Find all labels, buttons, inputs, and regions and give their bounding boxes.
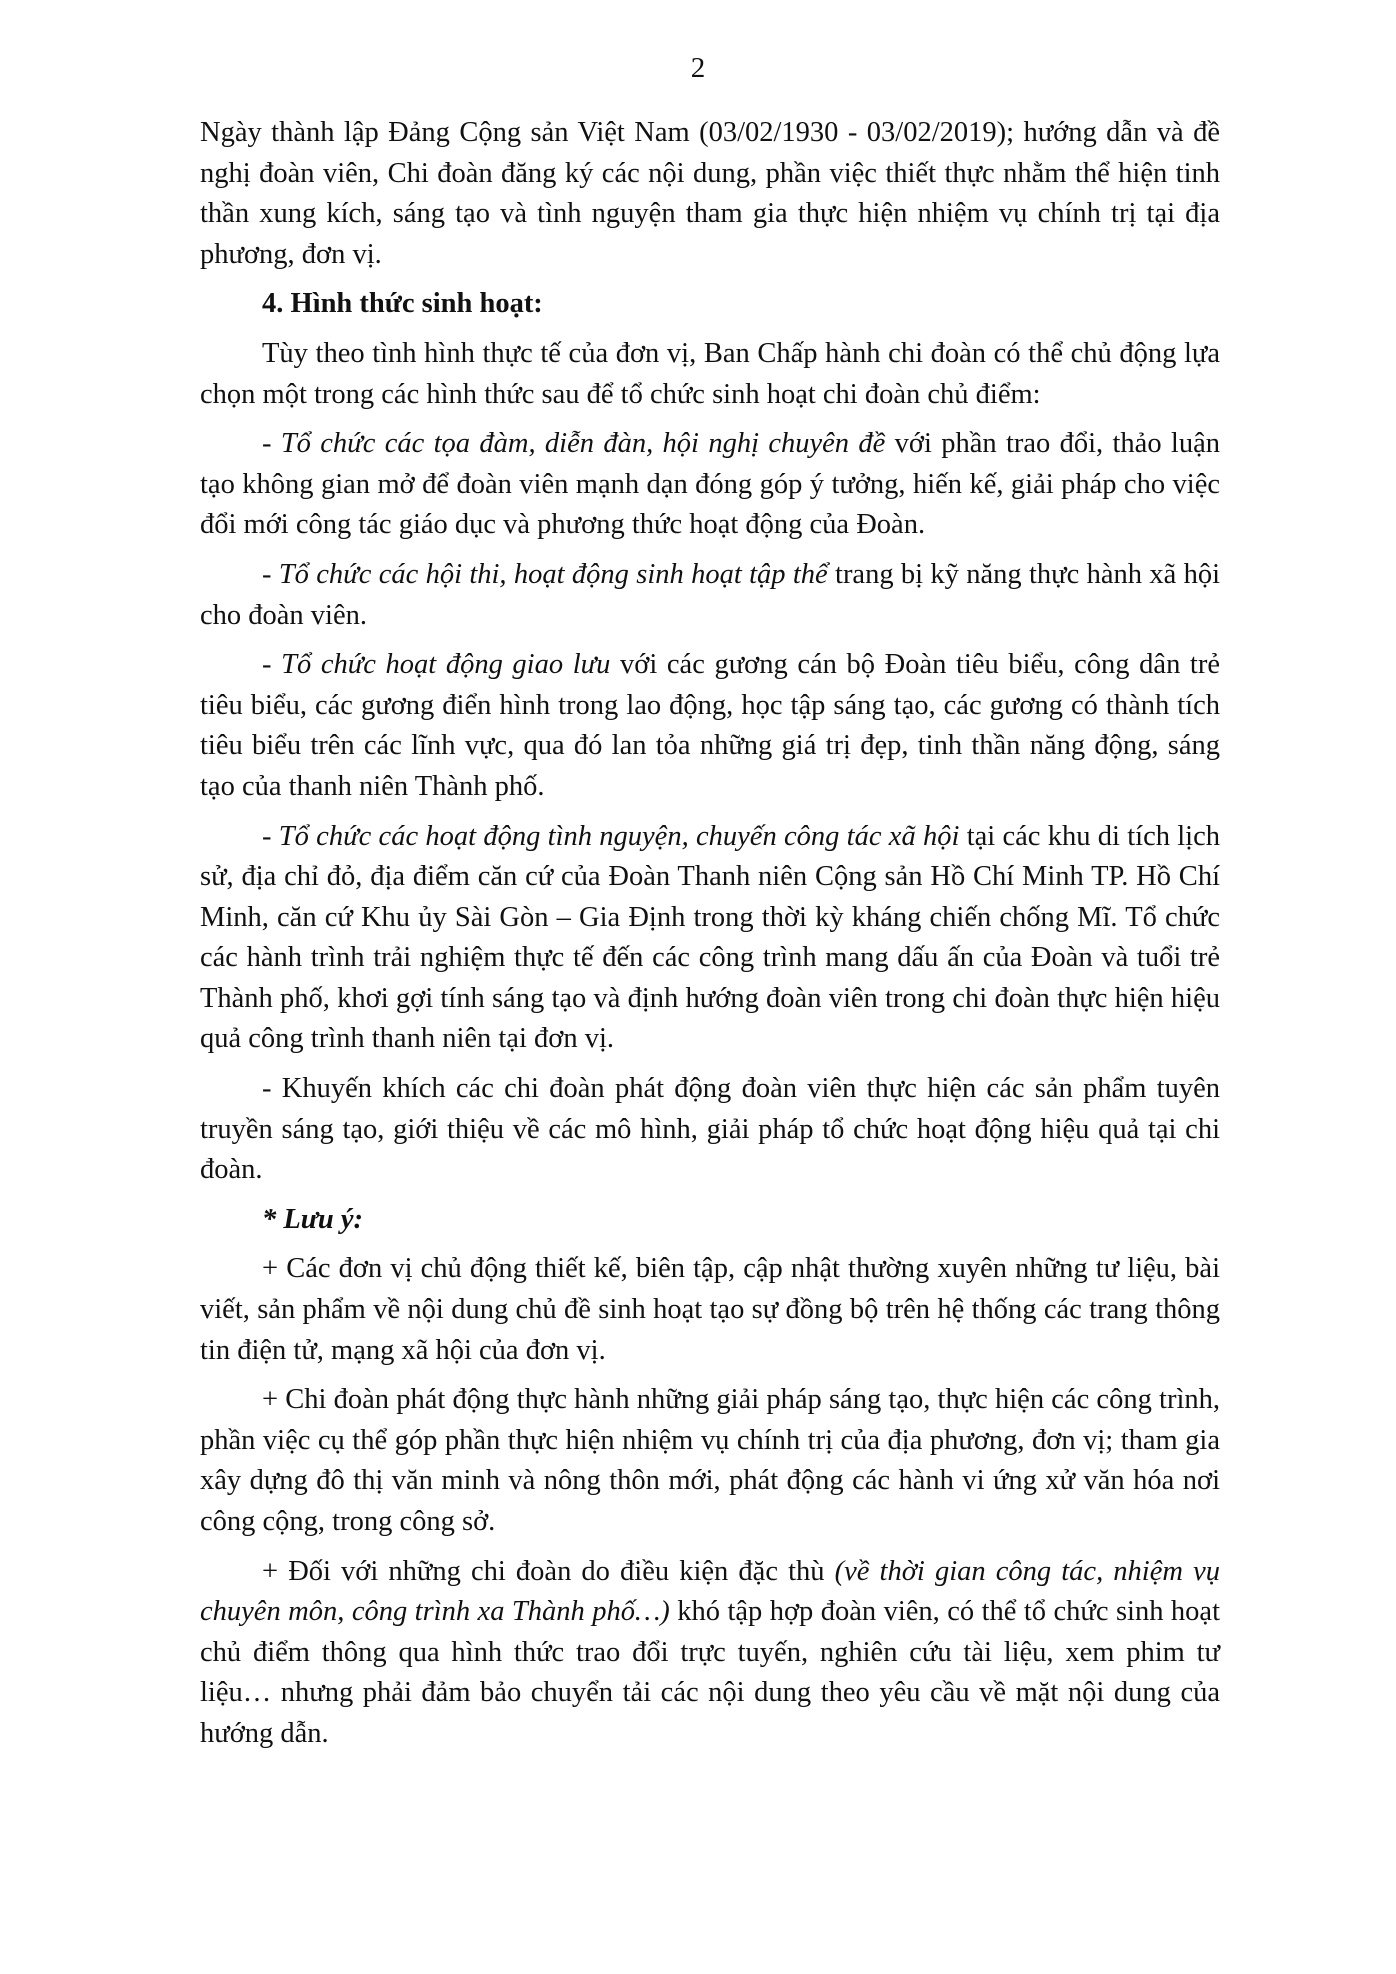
bullet-forums-text: với phần trao đổi, thảo luận tạo không gian mở để đoàn viên mạnh dạn đóng góp ý tưởng, hiến kế, giải pháp cho việc đổi mới công tác giáo dục và phương thức hoạt động của Đoàn. bbox=[200, 428, 1220, 541]
section-heading-4: 4. Hình thức sinh hoạt: bbox=[262, 288, 543, 320]
bullet-contests bbox=[200, 555, 1220, 636]
bullet-volunteer bbox=[200, 817, 1220, 1061]
paragraph-intro-continued: Ngày thành lập Đảng Cộng sản Việt Nam (03/02/1930 - 03/02/2019); hướng dẫn và đề nghị đoàn viên, Chi đoàn đăng ký các nội dung, phần việc thiết thực nhằm thể hiện tinh thần xung kích, sáng tạo và tình nguyện tham gia thực hiện nhiệm vụ chính trị tại địa phương, đơn vị. bbox=[200, 117, 1220, 270]
note-item-2: + Chi đoàn phát động thực hành những giải pháp sáng tạo, thực hiện các công trình, phần việc cụ thể góp phần thực hiện nhiệm vụ chính trị của địa phương, đơn vị; tham gia xây dựng đô thị văn minh và nông thôn mới, phát động các hành vi ứng xử văn hóa nơi công cộng, trong công sở. bbox=[200, 1384, 1220, 1537]
bullet-contests-emphasis: - Tổ chức các hội thi, hoạt động sinh hoạt tập thể bbox=[262, 558, 828, 590]
page-number: 2 bbox=[690, 52, 706, 84]
note-title: * Lưu ý: bbox=[262, 1203, 363, 1235]
bullet-volunteer-emphasis: - Tổ chức các hoạt động tình nguyện, chuyến công tác xã hội bbox=[262, 820, 960, 852]
note-item-3-text: khó tập hợp đoàn viên, có thể tổ chức sinh hoạt chủ điểm thông qua hình thức trao đổi trực tuyến, nghiên cứu tài liệu, xem phim tư liệu… nhưng phải đảm bảo chuyển tải các nội dung theo yêu cầu về mặt nội dung của hướng dẫn. bbox=[200, 1596, 1220, 1749]
note-item-1: + Các đơn vị chủ động thiết kế, biên tập, cập nhật thường xuyên những tư liệu, bài viết, sản phẩm về nội dung chủ đề sinh hoạt tạo sự đồng bộ trên hệ thống các trang thông tin điện tử, mạng xã hội của đơn vị. bbox=[200, 1253, 1220, 1366]
bullet-exchange-emphasis: - Tổ chức hoạt động giao lưu bbox=[262, 649, 611, 681]
note-item-3-lead: + Đối với những chi đoàn do điều kiện đặc thù bbox=[262, 1555, 835, 1587]
bullet-exchange bbox=[200, 645, 1220, 807]
note-item-3-emphasis: (về thời gian công tác, nhiệm vụ chuyên môn, công trình xa Thành phố…) bbox=[200, 1555, 1220, 1628]
bullet-forums-emphasis: - Tổ chức các tọa đàm, diễn đàn, hội nghị chuyên đề bbox=[262, 428, 886, 460]
paragraph-activity-forms: Tùy theo tình hình thực tế của đơn vị, Ban Chấp hành chi đoàn có thể chủ động lựa chọn một trong các hình thức sau để tổ chức sinh hoạt chi đoàn chủ điểm: bbox=[200, 337, 1220, 410]
note-item-3 bbox=[200, 1552, 1220, 1755]
bullet-encourage: - Khuyến khích các chi đoàn phát động đoàn viên thực hiện các sản phẩm tuyên truyền sáng tạo, giới thiệu về các mô hình, giải pháp tổ chức hoạt động hiệu quả tại chi đoàn. bbox=[200, 1073, 1220, 1186]
bullet-exchange-text: với các gương cán bộ Đoàn tiêu biểu, công dân trẻ tiêu biểu, các gương điển hình trong lao động, học tập sáng tạo, các gương có thành tích tiêu biểu trên các lĩnh vực, qua đó lan tỏa những giá trị đẹp, tinh thần năng động, sáng tạo của thanh niên Thành phố. bbox=[200, 649, 1220, 802]
bullet-contests-text: trang bị kỹ năng thực hành xã hội cho đoàn viên. bbox=[200, 558, 1221, 631]
document-body bbox=[200, 113, 1220, 1764]
bullet-volunteer-text: tại các khu di tích lịch sử, địa chỉ đỏ, địa điểm căn cứ của Đoàn Thanh niên Cộng sản Hồ Chí Minh TP. Hồ Chí Minh, căn cứ Khu ủy Sài Gòn – Gia Định trong thời kỳ kháng chiến chống Mĩ. Tổ chức các hành trình trải nghiệm thực tế đến các công trình mang dấu ấn của Đoàn và tuổi trẻ Thành phố, khơi gợi tính sáng tạo và định hướng đoàn viên trong chi đoàn thực hiện hiệu quả công trình thanh niên tại đơn vị. bbox=[200, 820, 1221, 1055]
bullet-forums bbox=[200, 424, 1220, 546]
